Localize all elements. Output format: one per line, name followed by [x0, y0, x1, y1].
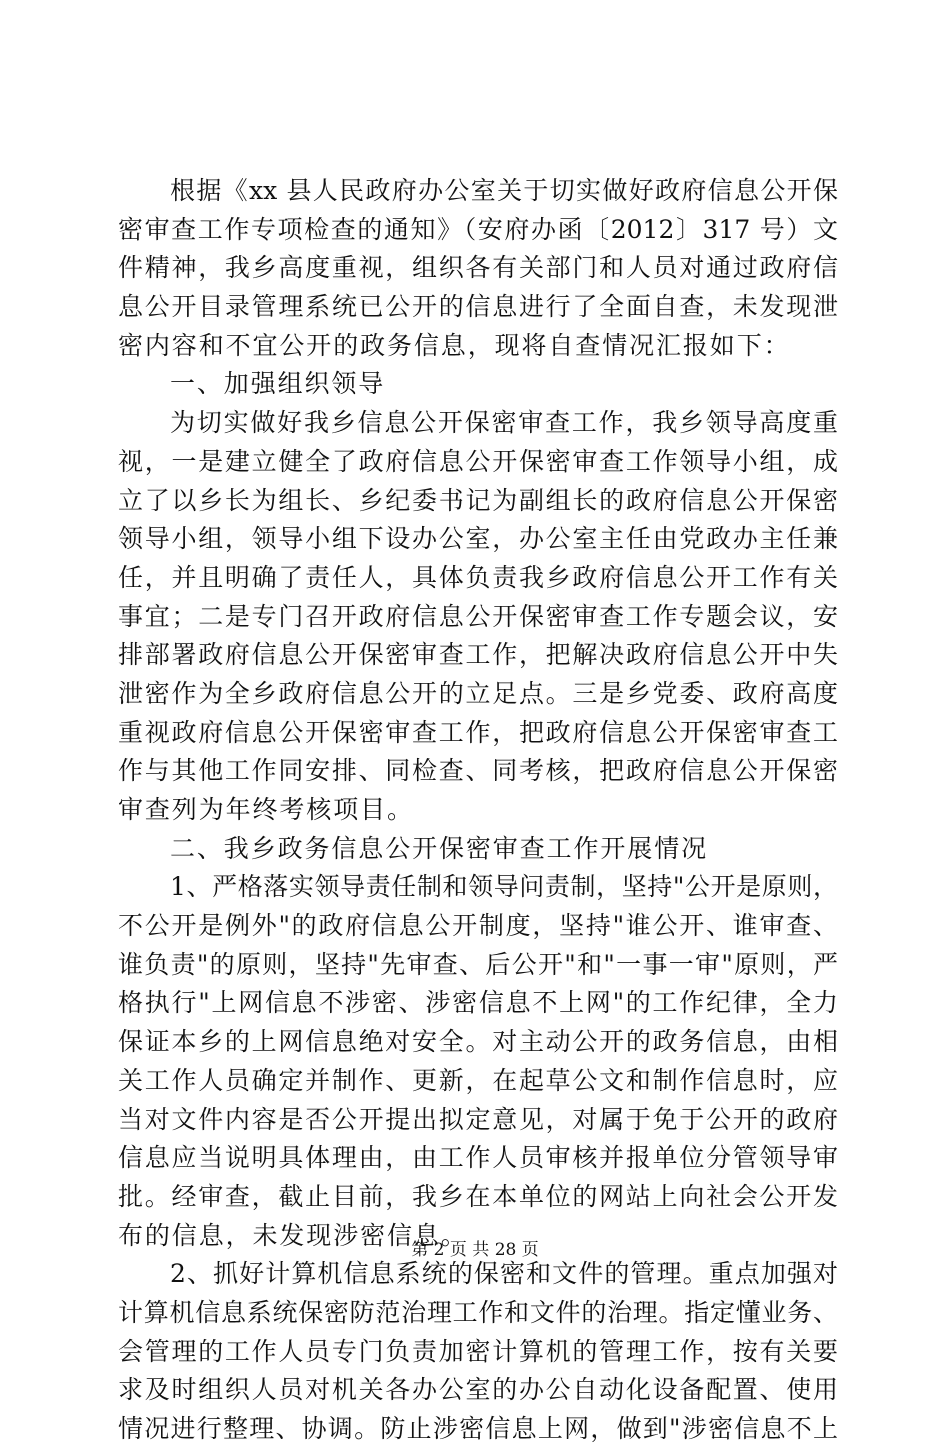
paragraph-line: 领导小组，领导小组下设办公室，办公室主任由党政办主任兼	[118, 524, 838, 554]
paragraph-line: 1、严格落实领导责任制和领导问责制，坚持"公开是原则，	[170, 872, 838, 902]
paragraph-line: 排部署政府信息公开保密审查工作，把解决政府信息公开中失	[118, 640, 838, 670]
paragraph-line: 谁负责"的原则，坚持"先审查、后公开"和"一事一审"原则，严	[118, 949, 838, 979]
paragraph-line: 作与其他工作同安排、同检查、同考核，把政府信息公开保密	[118, 756, 838, 786]
paragraph-line: 密审查工作专项检查的通知》（安府办函〔2012〕317 号）文	[118, 214, 838, 244]
paragraph-line: 事宜；二是专门召开政府信息公开保密审查工作专题会议，安	[118, 601, 838, 631]
page-footer: 第 2 页 共 28 页	[411, 1240, 539, 1260]
paragraph-line: 保证本乡的上网信息绝对安全。对主动公开的政务信息，由相	[118, 1027, 838, 1057]
paragraph-line: 批。经审查，截止目前，我乡在本单位的网站上向社会公开发	[118, 1181, 838, 1211]
paragraph-line: 根据《xx 县人民政府办公室关于切实做好政府信息公开保	[170, 176, 838, 205]
paragraph-line: 关工作人员确定并制作、更新，在起草公文和制作信息时，应	[118, 1065, 838, 1095]
paragraph-line: 当对文件内容是否公开提出拟定意见，对属于免于公开的政府	[118, 1104, 838, 1134]
paragraph-line: 信息应当说明具体理由，由工作人员审核并报单位分管领导审	[118, 1143, 838, 1173]
paragraph-line: 视，一是建立健全了政府信息公开保密审查工作领导小组，成	[118, 446, 838, 476]
paragraph-line: 密内容和不宜公开的政务信息，现将自查情况汇报如下：	[118, 330, 791, 360]
paragraph-line: 息公开目录管理系统已公开的信息进行了全面自查，未发现泄	[118, 292, 838, 322]
paragraph-line: 件精神，我乡高度重视，组织各有关部门和人员对通过政府信	[118, 253, 838, 283]
section-heading: 一、加强组织领导	[170, 369, 386, 399]
section-heading: 二、我乡政务信息公开保密审查工作开展情况	[170, 833, 709, 863]
paragraph-line: 布的信息，未发现涉密信息。	[118, 1220, 468, 1250]
paragraph-line: 重视政府信息公开保密审查工作，把政府信息公开保密审查工	[118, 717, 838, 747]
paragraph-line: 不公开是例外"的政府信息公开制度，坚持"谁公开、谁审查、	[118, 911, 838, 941]
paragraph-line: 情况进行整理、协调。防止涉密信息上网，做到"涉密信息不上	[118, 1414, 838, 1443]
paragraph-line: 立了以乡长为组长、乡纪委书记为副组长的政府信息公开保密	[118, 485, 838, 515]
paragraph-line: 会管理的工作人员专门负责加密计算机的管理工作，按有关要	[118, 1336, 838, 1366]
paragraph-line: 格执行"上网信息不涉密、涉密信息不上网"的工作纪律，全力	[118, 988, 838, 1018]
paragraph-line: 求及时组织人员对机关各办公室的办公自动化设备配置、使用	[118, 1375, 838, 1405]
paragraph-line: 计算机信息系统保密防范治理工作和文件的治理。指定懂业务、	[118, 1297, 838, 1327]
paragraph-line: 泄密作为全乡政府信息公开的立足点。三是乡党委、政府高度	[118, 678, 838, 708]
paragraph-line: 为切实做好我乡信息公开保密审查工作，我乡领导高度重	[170, 408, 838, 438]
paragraph-line: 2、抓好计算机信息系统的保密和文件的管理。重点加强对	[170, 1259, 838, 1289]
paragraph-line: 审查列为年终考核项目。	[118, 795, 414, 824]
paragraph-line: 任，并且明确了责任人，具体负责我乡政府信息公开工作有关	[118, 562, 838, 592]
